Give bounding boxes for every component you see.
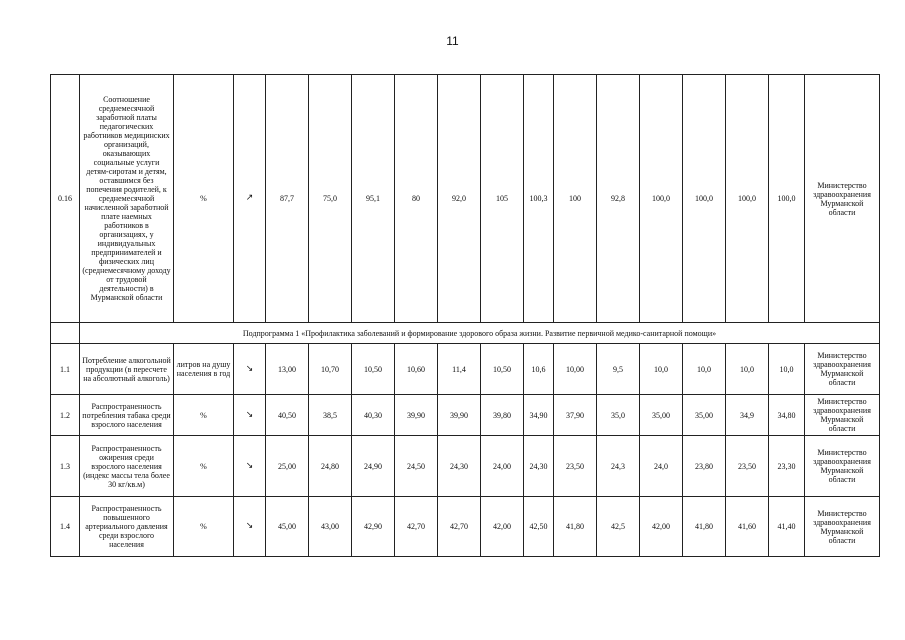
value-cell: 10,6 bbox=[524, 344, 554, 395]
value-cell: 92,0 bbox=[438, 75, 481, 323]
value-cell: 10,0 bbox=[726, 344, 769, 395]
row-number: 0.16 bbox=[51, 75, 80, 323]
responsible-org: Министерство здравоохранения Мурманской области bbox=[805, 344, 880, 395]
value-cell: 100,0 bbox=[640, 75, 683, 323]
value-cell: 42,00 bbox=[640, 497, 683, 557]
value-cell: 24,30 bbox=[438, 436, 481, 497]
value-cell: 23,80 bbox=[683, 436, 726, 497]
value-cell: 23,50 bbox=[554, 436, 597, 497]
value-cell: 25,00 bbox=[266, 436, 309, 497]
value-cell: 40,50 bbox=[266, 395, 309, 436]
unit-cell: % bbox=[174, 436, 234, 497]
value-cell: 24,30 bbox=[524, 436, 554, 497]
value-cell: 34,90 bbox=[524, 395, 554, 436]
value-cell: 41,40 bbox=[769, 497, 805, 557]
value-cell: 24,3 bbox=[597, 436, 640, 497]
value-cell: 100,3 bbox=[524, 75, 554, 323]
value-cell: 10,70 bbox=[309, 344, 352, 395]
value-cell: 11,4 bbox=[438, 344, 481, 395]
subprogram-row bbox=[51, 323, 880, 344]
value-cell: 10,60 bbox=[395, 344, 438, 395]
value-cell: 42,70 bbox=[438, 497, 481, 557]
value-cell: 10,50 bbox=[481, 344, 524, 395]
table-row bbox=[51, 344, 880, 395]
responsible-org: Министерство здравоохранения Мурманской области bbox=[805, 436, 880, 497]
value-cell: 24,00 bbox=[481, 436, 524, 497]
value-cell: 39,90 bbox=[395, 395, 438, 436]
value-cell: 39,90 bbox=[438, 395, 481, 436]
responsible-org: Министерство здравоохранения Мурманской области bbox=[805, 395, 880, 436]
value-cell: 10,0 bbox=[683, 344, 726, 395]
value-cell: 42,5 bbox=[597, 497, 640, 557]
value-cell: 40,30 bbox=[352, 395, 395, 436]
value-cell: 41,80 bbox=[683, 497, 726, 557]
indicator-name: Потребление алкогольной продукции (в пересчете на абсолютный алкоголь) bbox=[80, 344, 174, 395]
value-cell: 35,00 bbox=[640, 395, 683, 436]
row-number: 1.3 bbox=[51, 436, 80, 497]
row-number: 1.4 bbox=[51, 497, 80, 557]
value-cell: 92,8 bbox=[597, 75, 640, 323]
responsible-org: Министерство здравоохранения Мурманской области bbox=[805, 75, 880, 323]
value-cell: 37,90 bbox=[554, 395, 597, 436]
table-row bbox=[51, 395, 880, 436]
value-cell: 9,5 bbox=[597, 344, 640, 395]
value-cell: 13,00 bbox=[266, 344, 309, 395]
value-cell: 42,00 bbox=[481, 497, 524, 557]
subprogram-title: Подпрограмма 1 «Профилактика заболеваний и формирование здорового образа жизни. Развитие первичной медико-санитарной помощи» bbox=[80, 323, 880, 344]
value-cell: 34,80 bbox=[769, 395, 805, 436]
value-cell: 24,0 bbox=[640, 436, 683, 497]
unit-cell: % bbox=[174, 497, 234, 557]
trend-up-icon: ↗ bbox=[234, 75, 266, 323]
indicator-name: Распространенность ожирения среди взрослого населения (индекс массы тела более 30 кг/кв.м) bbox=[80, 436, 174, 497]
row-number: 1.1 bbox=[51, 344, 80, 395]
indicator-name: Распространенность повышенного артериального давления среди взрослого населения bbox=[80, 497, 174, 557]
value-cell: 100,0 bbox=[683, 75, 726, 323]
value-cell: 100,0 bbox=[769, 75, 805, 323]
responsible-org: Министерство здравоохранения Мурманской области bbox=[805, 497, 880, 557]
value-cell: 43,00 bbox=[309, 497, 352, 557]
value-cell: 95,1 bbox=[352, 75, 395, 323]
table-row bbox=[51, 436, 880, 497]
page-number: 11 bbox=[446, 34, 459, 48]
value-cell: 35,00 bbox=[683, 395, 726, 436]
value-cell: 45,00 bbox=[266, 497, 309, 557]
value-cell: 41,60 bbox=[726, 497, 769, 557]
indicator-name: Распространенность потребления табака среди взрослого населения bbox=[80, 395, 174, 436]
value-cell: 100,0 bbox=[726, 75, 769, 323]
value-cell: 24,50 bbox=[395, 436, 438, 497]
trend-down-icon: ↘ bbox=[234, 497, 266, 557]
unit-cell: % bbox=[174, 75, 234, 323]
value-cell: 41,80 bbox=[554, 497, 597, 557]
value-cell: 34,9 bbox=[726, 395, 769, 436]
value-cell: 87,7 bbox=[266, 75, 309, 323]
value-cell: 75,0 bbox=[309, 75, 352, 323]
table-row bbox=[51, 497, 880, 557]
value-cell: 10,0 bbox=[640, 344, 683, 395]
value-cell: 42,70 bbox=[395, 497, 438, 557]
value-cell: 39,80 bbox=[481, 395, 524, 436]
value-cell: 10,00 bbox=[554, 344, 597, 395]
value-cell: 80 bbox=[395, 75, 438, 323]
value-cell: 23,30 bbox=[769, 436, 805, 497]
empty-cell bbox=[51, 323, 80, 344]
indicator-name: Соотношение среднемесячной заработной платы педагогических работников медицинских организаций, оказывающих социальные услуги детям-сиротам и детям, оставшимся без попечения родителей, к среднемесячной начисленной заработной плате наемных работников в организациях, у индивидуальных предпринимателей и физических лиц (среднемесячному доходу от трудовой деятельности) в Мурманской области bbox=[80, 75, 174, 323]
value-cell: 10,0 bbox=[769, 344, 805, 395]
value-cell: 100 bbox=[554, 75, 597, 323]
value-cell: 105 bbox=[481, 75, 524, 323]
unit-cell: литров на душу населения в год bbox=[174, 344, 234, 395]
value-cell: 10,50 bbox=[352, 344, 395, 395]
value-cell: 24,80 bbox=[309, 436, 352, 497]
value-cell: 23,50 bbox=[726, 436, 769, 497]
value-cell: 35,0 bbox=[597, 395, 640, 436]
indicators-table bbox=[50, 74, 880, 557]
value-cell: 42,50 bbox=[524, 497, 554, 557]
value-cell: 24,90 bbox=[352, 436, 395, 497]
value-cell: 38,5 bbox=[309, 395, 352, 436]
value-cell: 42,90 bbox=[352, 497, 395, 557]
unit-cell: % bbox=[174, 395, 234, 436]
table-row bbox=[51, 75, 880, 323]
row-number: 1.2 bbox=[51, 395, 80, 436]
trend-down-icon: ↘ bbox=[234, 395, 266, 436]
trend-down-icon: ↘ bbox=[234, 344, 266, 395]
trend-down-icon: ↘ bbox=[234, 436, 266, 497]
